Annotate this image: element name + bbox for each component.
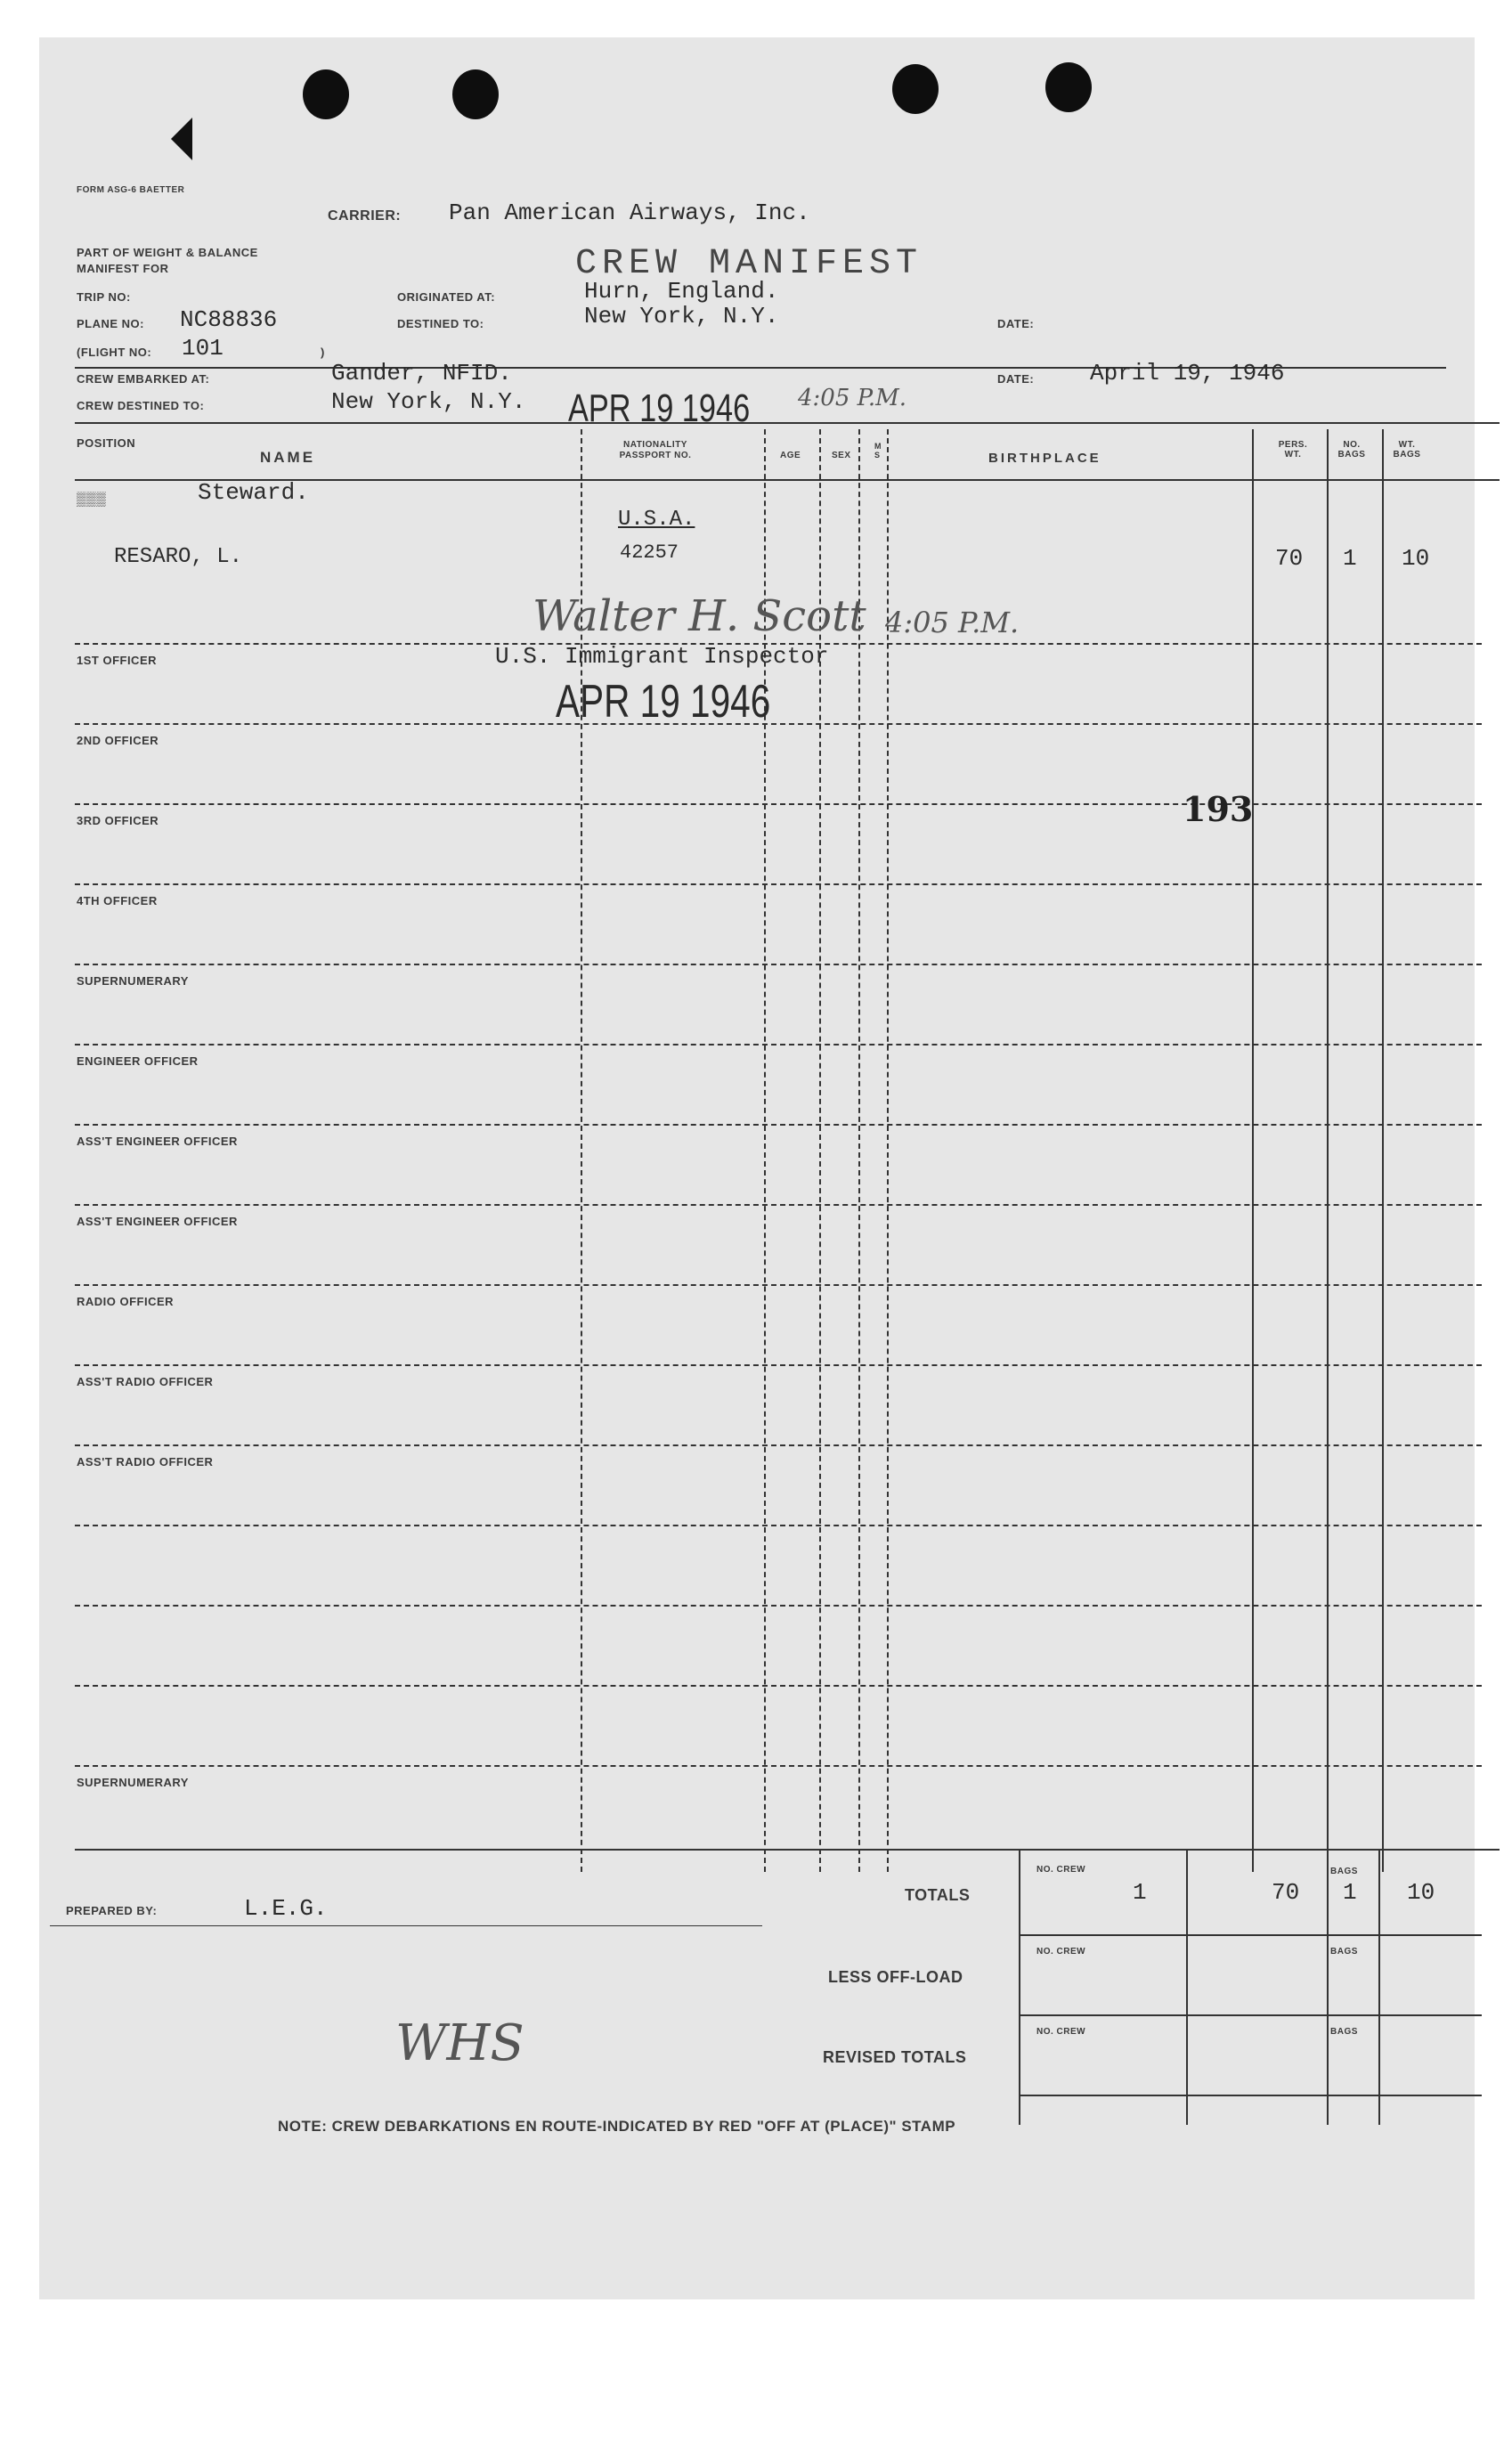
row-position-strike: ▒▒▒: [77, 492, 107, 507]
col-m: M S: [874, 442, 882, 460]
date-label: DATE:: [997, 372, 1035, 386]
destined-value: New York, N.Y.: [584, 303, 779, 330]
inspector-signature: Walter H. Scott: [532, 591, 866, 641]
punch-hole-4: [1045, 62, 1092, 112]
date-stamp-inspector: APR 19 1946: [556, 676, 771, 728]
time-note-top: 4:05 P.M.: [798, 385, 907, 411]
col-wt-bags: WT. BAGS: [1393, 440, 1421, 460]
originated-value: Hurn, England.: [584, 278, 779, 305]
bags-label: BAGS: [1330, 1867, 1358, 1876]
crew-passport: 42257: [620, 541, 679, 564]
flight-label: (FLIGHT NO:: [77, 346, 152, 359]
position-label: 3RD OFFICER: [77, 814, 159, 827]
no-crew-label: NO. CREW: [1036, 1947, 1086, 1957]
row-divider: [75, 964, 1482, 965]
flight-number: 101: [182, 335, 224, 362]
originated-label: ORIGINATED AT:: [397, 290, 496, 304]
col-sex: SEX: [832, 451, 851, 460]
col-name: NAME: [260, 449, 316, 466]
date-stamp-top: APR 19 1946: [568, 386, 751, 430]
punch-hole-1: [303, 69, 349, 119]
total-bags: 1: [1343, 1879, 1357, 1906]
paren-mark: ): [321, 346, 325, 359]
plane-label: PLANE NO:: [77, 317, 144, 330]
row-divider: [75, 1204, 1482, 1206]
punch-hole-2: [452, 69, 499, 119]
document-title: CREW MANIFEST: [575, 244, 923, 284]
totals-row-rule: [1019, 1934, 1482, 1936]
manifest-for-label: MANIFEST FOR: [77, 262, 169, 275]
less-offload-label: LESS OFF-LOAD: [828, 1968, 963, 1986]
position-label: 1ST OFFICER: [77, 654, 158, 667]
row-divider: [75, 883, 1482, 885]
prepared-by-line: [50, 1925, 762, 1926]
table-bottom-rule: [75, 1849, 1500, 1851]
bags-label: BAGS: [1330, 2027, 1358, 2037]
row-divider: [75, 1605, 1482, 1607]
row-divider: [75, 1284, 1482, 1286]
crew-nationality: U.S.A.: [618, 508, 695, 532]
page-number: 193: [1183, 789, 1254, 829]
crew-destined-value: New York, N.Y.: [331, 388, 526, 415]
bags-label: BAGS: [1330, 1947, 1358, 1957]
corner-mark: [171, 118, 192, 160]
position-label: RADIO OFFICER: [77, 1295, 175, 1308]
position-label: SUPERNUMERARY: [77, 974, 189, 988]
inspector-title: U.S. Immigrant Inspector: [495, 643, 829, 670]
header-rule-2: [75, 422, 1500, 424]
position-label: ENGINEER OFFICER: [77, 1054, 199, 1068]
total-crew: 1: [1133, 1879, 1147, 1906]
row-divider: [75, 1765, 1482, 1767]
vline-pers-wt: [1327, 429, 1329, 1872]
vline-birthplace-end: [1252, 429, 1254, 1872]
totals-row-rule: [1019, 2014, 1482, 2016]
trip-label: TRIP NO:: [77, 290, 131, 304]
row-position: Steward.: [198, 479, 309, 506]
vline-sex: [858, 429, 860, 1872]
position-label: ASS'T ENGINEER OFFICER: [77, 1215, 238, 1228]
row-divider: [75, 1364, 1482, 1366]
form-number: FORM ASG-6 BAETTER: [77, 185, 185, 195]
crew-pers-wt: 70: [1275, 545, 1304, 572]
carrier-name: Pan American Airways, Inc.: [449, 199, 810, 226]
col-birthplace: BIRTHPLACE: [988, 451, 1101, 466]
col-no-bags: NO. BAGS: [1337, 440, 1366, 460]
note: NOTE: CREW DEBARKATIONS EN ROUTE-INDICATED BY RED "OFF AT (PLACE)" STAMP: [278, 2118, 956, 2135]
time-note-inspector: 4:05 P.M.: [885, 606, 1020, 639]
revised-totals-label: REVISED TOTALS: [823, 2048, 967, 2066]
row-divider: [75, 1444, 1482, 1446]
position-label: 4TH OFFICER: [77, 894, 158, 907]
vline-m: [887, 429, 889, 1872]
row-divider: [75, 1124, 1482, 1126]
embarked-label: CREW EMBARKED AT:: [77, 372, 210, 386]
crew-destined-label: CREW DESTINED TO:: [77, 399, 205, 412]
crew-no-bags: 1: [1343, 545, 1357, 572]
initials-signature: WHS: [395, 2014, 524, 2072]
row-divider: [75, 1685, 1482, 1687]
position-label: ASS'T RADIO OFFICER: [77, 1455, 214, 1469]
part-of-label: PART OF WEIGHT & BALANCE: [77, 246, 258, 259]
carrier-label: CARRIER:: [328, 208, 402, 224]
vline-no-bags: [1382, 429, 1384, 1872]
manifest-date: April 19, 1946: [1090, 360, 1285, 386]
destined-label: DESTINED TO:: [397, 317, 484, 330]
prepared-by-label: PREPARED BY:: [66, 1904, 158, 1917]
crew-name: RESARO, L.: [114, 545, 243, 569]
position-label: ASS'T ENGINEER OFFICER: [77, 1135, 238, 1148]
totals-box-mid: [1186, 1849, 1188, 2125]
plane-number: NC88836: [180, 306, 278, 333]
col-age: AGE: [780, 451, 801, 460]
totals-box-left: [1019, 1849, 1020, 2125]
col-position: POSITION: [77, 436, 136, 450]
col-pers-wt: PERS. WT.: [1278, 440, 1308, 460]
row-divider: [75, 1525, 1482, 1526]
position-label: SUPERNUMERARY: [77, 1776, 189, 1789]
embarked-value: Gander, NFID.: [331, 360, 512, 386]
crew-wt-bags: 10: [1402, 545, 1430, 572]
totals-box-bottom: [1019, 2095, 1482, 2096]
date-label-top: DATE:: [997, 317, 1035, 330]
prepared-by: L.E.G.: [244, 1895, 328, 1922]
manifest-scan: [39, 37, 1475, 2299]
totals-box-bags: [1327, 1849, 1329, 2125]
no-crew-label: NO. CREW: [1036, 2027, 1086, 2037]
totals-label: TOTALS: [905, 1886, 971, 1904]
punch-hole-3: [892, 64, 939, 114]
position-label: ASS'T RADIO OFFICER: [77, 1375, 214, 1388]
row-divider: [75, 1044, 1482, 1046]
col-nationality: NATIONALITY PASSPORT NO.: [619, 440, 692, 460]
no-crew-label: NO. CREW: [1036, 1865, 1086, 1875]
position-label: 2ND OFFICER: [77, 734, 159, 747]
row-divider: [75, 803, 1482, 805]
total-bag-weight: 10: [1407, 1879, 1435, 1906]
totals-box-bagwt: [1378, 1849, 1380, 2125]
total-weight: 70: [1272, 1879, 1300, 1906]
row-divider: [75, 723, 1482, 725]
